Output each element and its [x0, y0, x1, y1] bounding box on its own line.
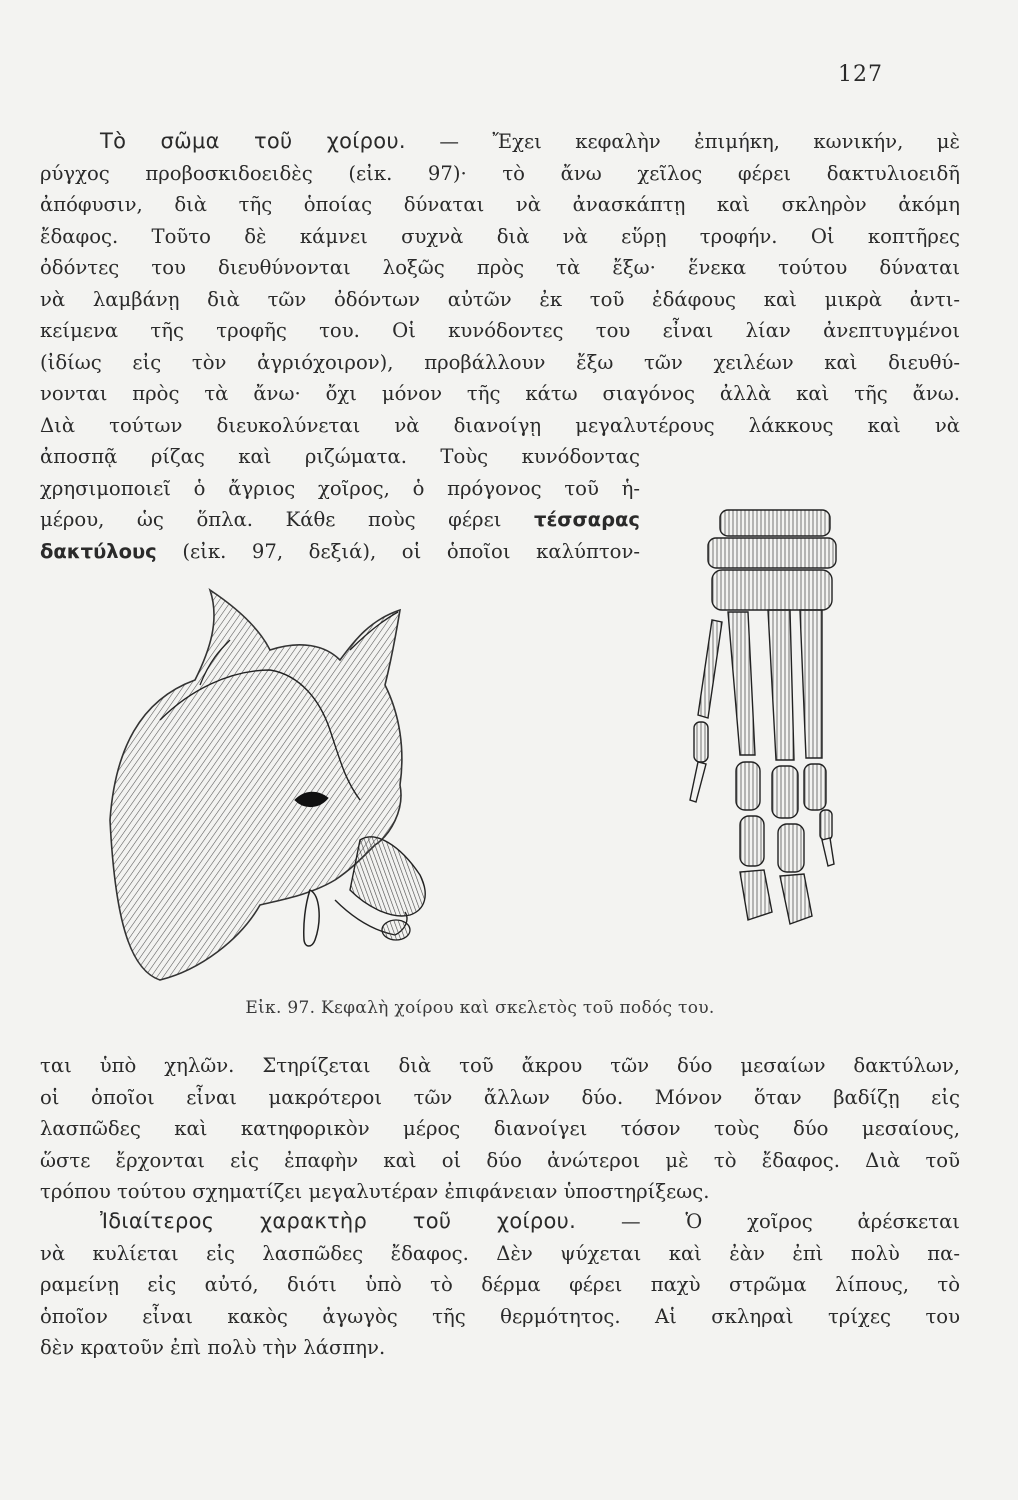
text-line: Τὸ σῶμα τοῦ χοίρου. — Ἔχει κεφαλὴν ἐπιμήκη, κωνικήν, μὲ [100, 129, 960, 153]
page-number: 127 [838, 62, 883, 87]
text-line: ἀποσπᾷ ρίζας καὶ ριζώματα. Τοὺς κυνόδοντας [40, 445, 640, 468]
text-line: ὀδόντες του διευθύνονται λοξῶς πρὸς τὰ ἔξω· ἕνεκα τούτου δύναται [40, 256, 960, 279]
figure-caption: Εἰκ. 97. Κεφαλὴ χοίρου καὶ σκελετὸς τοῦ ποδός του. [245, 998, 715, 1018]
text-line: μέρου, ὡς ὅπλα. Κάθε ποὺς φέρει τέσσαρας [40, 508, 640, 531]
text-line: ὥστε ἔρχονται εἰς ἐπαφὴν καὶ οἱ δύο ἀνώτεροι μὲ τὸ ἔδαφος. Διὰ τοῦ [40, 1148, 960, 1172]
text-line: ται ὑπὸ χηλῶν. Στηρίζεται διὰ τοῦ ἄκρου τῶν δύο μεσαίων δακτύλων, [40, 1054, 960, 1077]
text-line: νὰ λαμβάνῃ διὰ τῶν ὀδόντων αὐτῶν ἐκ τοῦ ἐδάφους καὶ μικρὰ ἀντι- [40, 287, 960, 311]
text-line: Διὰ τούτων διευκολύνεται νὰ διανοίγῃ μεγαλυτέρους λάκκους καὶ νὰ [40, 413, 960, 437]
bold-term-four: τέσσαρας [534, 508, 640, 531]
text-line: ὁποῖον εἶναι κακὸς ἀγωγὸς τῆς θερμότητος. Αἱ σκληραὶ τρίχες του [40, 1304, 960, 1328]
text-line: δὲν κρατοῦν ἐπὶ πολὺ τὴν λάσπην. [40, 1336, 386, 1359]
text-line: κείμενα τῆς τροφῆς του. Οἱ κυνόδοντες του εἶναι λίαν ἀνεπτυγμένοι [40, 319, 960, 342]
text-line: τρόπου τούτου σχηματίζει μεγαλυτέραν ἐπιφάνειαν ὑποστηρίξεως. [40, 1180, 710, 1203]
text-line: Ἰδιαίτερος χαρακτὴρ τοῦ χοίρου. — Ὁ χοῖρος ἀρέσκεται [100, 1209, 960, 1233]
foot-skeleton-illustration [690, 510, 836, 924]
bold-term-fingers: δακτύλους [40, 539, 157, 563]
text-line: νονται πρὸς τὰ ἄνω· ὄχι μόνον τῆς κάτω σιαγόνος ἀλλὰ καὶ τῆς ἄνω. [40, 382, 960, 405]
text-line: νὰ κυλίεται εἰς λασπῶδες ἔδαφος. Δὲν ψύχεται καὶ ἐὰν ἐπὶ πολὺ πα- [40, 1241, 960, 1265]
boar-tusk [304, 890, 319, 946]
text-line: (ἰδίως εἰς τὸν ἀγριόχοιρον), προβάλλουν ἔξω τῶν χειλέων καὶ διευθύ- [40, 350, 960, 374]
boar-snout [382, 920, 410, 940]
paragraph-hooves [40, 1050, 960, 1208]
text-line: λασπῶδες καὶ κατηφορικὸν μέρος διανοίγει τόσον τοὺς δύο μεσαίους, [40, 1117, 960, 1140]
boar-head-illustration [110, 590, 425, 980]
text-line: χρησιμοποιεῖ ὁ ἄγριος χοῖρος, ὁ πρόγονος τοῦ ἡ- [40, 476, 640, 500]
paragraph-pig-character [40, 1206, 960, 1364]
text-line: ἔδαφος. Τοῦτο δὲ κάμνει συχνὰ διὰ νὰ εὕρῃ τροφήν. Οἱ κοπτῆρες [40, 224, 960, 248]
text-line: ρύγχος προβοσκιδοειδὲς (εἰκ. 97)· τὸ ἄνω χεῖλος φέρει δακτυλιοειδῆ [40, 161, 960, 185]
figure-97 [100, 500, 880, 990]
section-heading-body: Τὸ σῶμα τοῦ χοίρου. [100, 129, 406, 153]
text-line: ραμείνῃ εἰς αὐτό, διότι ὑπὸ τὸ δέρμα φέρει παχὺ στρῶμα λίπους, τὸ [40, 1273, 960, 1296]
text-line: ἀπόφυσιν, διὰ τῆς ὁποίας δύναται νὰ ἀνασκάπτῃ καὶ σκληρὸν ἀκόμη [40, 193, 960, 216]
text-line: δακτύλους (εἰκ. 97, δεξιά), οἱ ὁποῖοι καλύπτον- [40, 539, 640, 563]
figure-illustration [100, 500, 880, 990]
text-line: οἱ ὁποῖοι εἶναι μακρότεροι τῶν ἄλλων δύο. Μόνον ὅταν βαδίζῃ εἰς [40, 1085, 960, 1109]
section-heading-character: Ἰδιαίτερος χαρακτὴρ τοῦ χοίρου. [100, 1209, 577, 1233]
